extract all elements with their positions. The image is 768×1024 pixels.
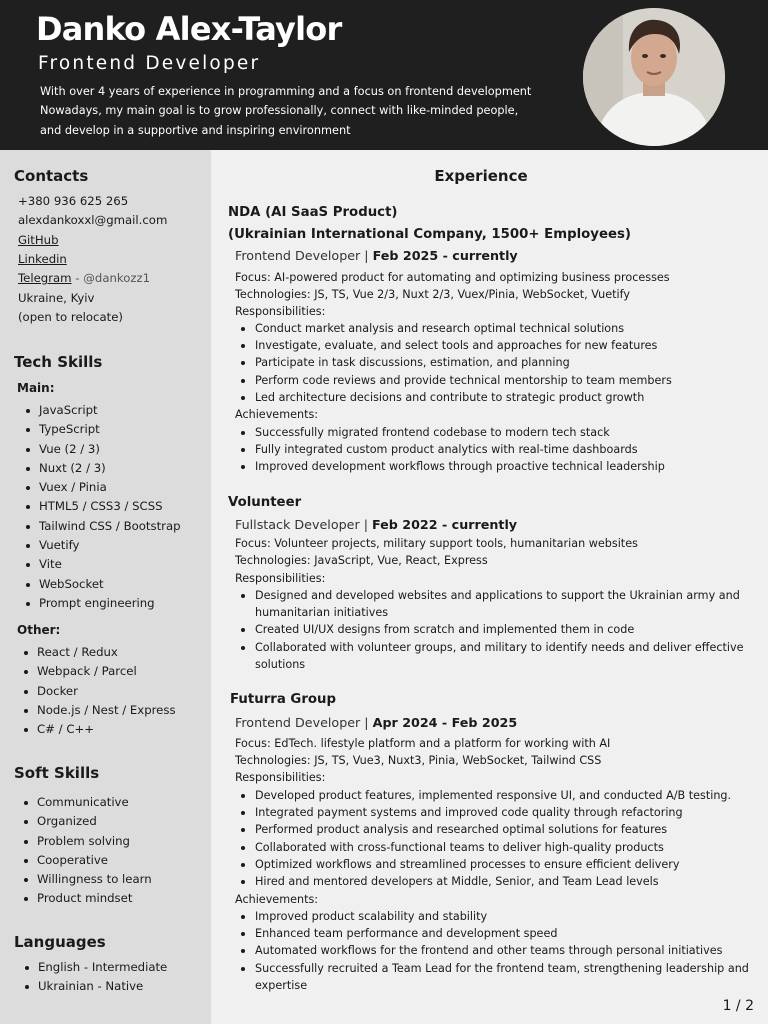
- responsibilities-label: Responsibilities:: [235, 305, 326, 318]
- list-item: Docker: [20, 682, 176, 701]
- company-details: (Ukrainian International Company, 1500+ Employees): [228, 227, 632, 242]
- technologies-label: Technologies: [235, 554, 307, 567]
- list-item: Vuetify: [22, 536, 181, 555]
- list-item: Cooperative: [20, 851, 152, 870]
- company-name: NDA (AI SaaS Product): [228, 205, 398, 220]
- list-item: Vue (2 / 3): [22, 440, 181, 459]
- phone-number: +380 936 625 265: [18, 194, 129, 208]
- list-item: React / Redux: [20, 643, 176, 662]
- list-item: Nuxt (2 / 3): [22, 459, 181, 478]
- responsibilities-label: Responsibilities:: [235, 771, 326, 784]
- contacts-heading: Contacts: [14, 167, 89, 185]
- list-item: Fully integrated custom product analytics with real-time dashboards: [235, 441, 760, 458]
- job-focus: [235, 269, 670, 286]
- list-item: C# / C++: [20, 720, 176, 739]
- achievements-list: [235, 908, 760, 994]
- job-position: [235, 517, 517, 532]
- technologies-value: : JS, TS, Vue 2/3, Nuxt 2/3, Vuex/Pinia, WebSocket, Vuetify: [306, 288, 630, 301]
- list-item: Tailwind CSS / Bootstrap: [22, 517, 181, 536]
- list-item: Willingness to learn: [20, 870, 152, 889]
- list-item: Organized: [20, 812, 152, 831]
- job-technologies: [235, 552, 488, 569]
- responsibilities-list: [235, 587, 760, 673]
- list-item: Led architecture decisions and contribute to strategic product growth: [235, 389, 760, 406]
- list-item: Improved product scalability and stability: [235, 908, 760, 925]
- soft-skills-list: [20, 793, 152, 909]
- focus-label: Focus: [235, 737, 267, 750]
- achievements-list: [235, 424, 760, 476]
- responsibilities-list: [235, 320, 760, 406]
- list-item: Participate in task discussions, estimation, and planning: [235, 354, 760, 371]
- job-period: Feb 2022 - currently: [372, 517, 518, 532]
- job-title: Frontend Developer |: [235, 248, 373, 263]
- list-item: Performed product analysis and researched optimal solutions for features: [235, 821, 760, 838]
- sidebar: [0, 150, 211, 1024]
- intro-line: and develop in a supportive and inspiring environment: [40, 123, 351, 137]
- list-item: Enhanced team performance and development speed: [235, 925, 760, 942]
- achievements-label: Achievements:: [235, 408, 319, 421]
- relocate-note: (open to relocate): [18, 310, 123, 324]
- list-item: Product mindset: [20, 889, 152, 908]
- list-item: Designed and developed websites and applications to support the Ukrainian army and humanitarian initiatives: [235, 587, 760, 621]
- focus-value: : Volunteer projects, military support tools, humanitarian websites: [266, 537, 638, 550]
- job-position: [235, 248, 518, 263]
- telegram-link[interactable]: Telegram: [18, 271, 72, 285]
- technologies-label: Technologies: [235, 288, 307, 301]
- list-item: Conduct market analysis and research optimal technical solutions: [235, 320, 760, 337]
- achievements-label: Achievements:: [235, 893, 319, 906]
- location: Ukraine, Kyiv: [18, 291, 95, 305]
- list-item: Optimized workflows and streamlined processes to ensure efficient delivery: [235, 856, 760, 873]
- list-item: Created UI/UX designs from scratch and implemented them in code: [235, 621, 760, 638]
- list-item: Ukrainian - Native: [21, 977, 167, 996]
- list-item: Prompt engineering: [22, 594, 181, 613]
- job-period: Apr 2024 - Feb 2025: [372, 715, 518, 730]
- telegram-handle: - @dankozz1: [71, 271, 151, 285]
- github-link[interactable]: GitHub: [18, 233, 59, 247]
- company-name: Futurra Group: [230, 692, 337, 707]
- email-link[interactable]: alexdankoxxl@gmail.com: [18, 213, 168, 227]
- list-item: Collaborated with cross-functional teams to deliver high-quality products: [235, 839, 760, 856]
- page-indicator: 1 / 2: [722, 998, 754, 1014]
- job-period: Feb 2025 - currently: [372, 248, 518, 263]
- languages-list: [21, 958, 167, 997]
- list-item: Perform code reviews and provide technical mentorship to team members: [235, 372, 760, 389]
- list-item: Webpack / Parcel: [20, 662, 176, 681]
- list-item: HTML5 / CSS3 / SCSS: [22, 497, 181, 516]
- list-item: Integrated payment systems and improved code quality through refactoring: [235, 804, 760, 821]
- languages-heading: Languages: [14, 933, 106, 951]
- list-item: English - Intermediate: [21, 958, 167, 977]
- job-position: [235, 715, 517, 730]
- list-item: Developed product features, implemented responsive UI, and conducted A/B testing.: [235, 787, 760, 804]
- company-name: Volunteer: [228, 495, 302, 510]
- technologies-value: : JavaScript, Vue, React, Express: [306, 554, 488, 567]
- list-item: WebSocket: [22, 575, 181, 594]
- job-title: Fullstack Developer |: [235, 517, 373, 532]
- intro-line: With over 4 years of experience in programming and a focus on frontend development: [40, 85, 532, 98]
- list-item: Node.js / Nest / Express: [20, 701, 176, 720]
- technologies-value: : JS, TS, Vue3, Nuxt3, Pinia, WebSocket, Tailwind CSS: [306, 754, 602, 767]
- list-item: Problem solving: [20, 832, 152, 851]
- focus-value: : AI-powered product for automating and optimizing business processes: [266, 271, 670, 284]
- tech-skills-heading: Tech Skills: [14, 353, 103, 371]
- list-item: Improved development workflows through proactive technical leadership: [235, 458, 760, 475]
- telegram-row: [18, 269, 150, 288]
- focus-label: Focus: [235, 537, 267, 550]
- list-item: JavaScript: [22, 401, 181, 420]
- intro-line: Nowadays, my main goal is to grow professionally, connect with like-minded people,: [40, 104, 519, 118]
- job-focus: [235, 735, 610, 752]
- person-portrait-icon: [583, 8, 725, 146]
- technologies-label: Technologies: [235, 754, 307, 767]
- main-skills-label: Main:: [17, 381, 55, 395]
- profile-photo: [583, 8, 725, 146]
- experience-section: [211, 150, 768, 1024]
- responsibilities-label: Responsibilities:: [235, 572, 326, 585]
- list-item: Hired and mentored developers at Middle, Senior, and Team Lead levels: [235, 873, 760, 890]
- focus-value: : EdTech. lifestyle platform and a platform for working with AI: [266, 737, 611, 750]
- list-item: Investigate, evaluate, and select tools and approaches for new features: [235, 337, 760, 354]
- list-item: Successfully migrated frontend codebase to modern tech stack: [235, 424, 760, 441]
- candidate-role: Frontend Developer: [38, 53, 261, 74]
- list-item: Vite: [22, 555, 181, 574]
- other-skills-list: [20, 643, 176, 739]
- focus-label: Focus: [235, 271, 267, 284]
- list-item: Vuex / Pinia: [22, 478, 181, 497]
- github-row: [18, 231, 59, 250]
- job-title: Frontend Developer |: [235, 715, 373, 730]
- linkedin-row: [18, 250, 67, 269]
- responsibilities-list: [235, 787, 760, 890]
- list-item: Collaborated with volunteer groups, and military to identify needs and deliver effective solutions: [235, 639, 760, 673]
- job-focus: [235, 535, 638, 552]
- soft-skills-heading: Soft Skills: [14, 764, 100, 782]
- candidate-name: Danko Alex-Taylor: [36, 10, 342, 48]
- other-skills-label: Other:: [17, 623, 61, 637]
- list-item: Communicative: [20, 793, 152, 812]
- main-skills-list: [22, 401, 181, 613]
- list-item: Successfully recruited a Team Lead for the frontend team, strengthening leadership and expertise: [235, 960, 760, 994]
- linkedin-link[interactable]: Linkedin: [18, 252, 67, 266]
- list-item: Automated workflows for the frontend and other teams through personal initiatives: [235, 942, 760, 959]
- header: [0, 0, 768, 150]
- job-technologies: [235, 752, 601, 769]
- experience-heading: Experience: [434, 167, 528, 185]
- intro-text: [40, 82, 580, 140]
- list-item: TypeScript: [22, 420, 181, 439]
- job-technologies: [235, 286, 630, 303]
